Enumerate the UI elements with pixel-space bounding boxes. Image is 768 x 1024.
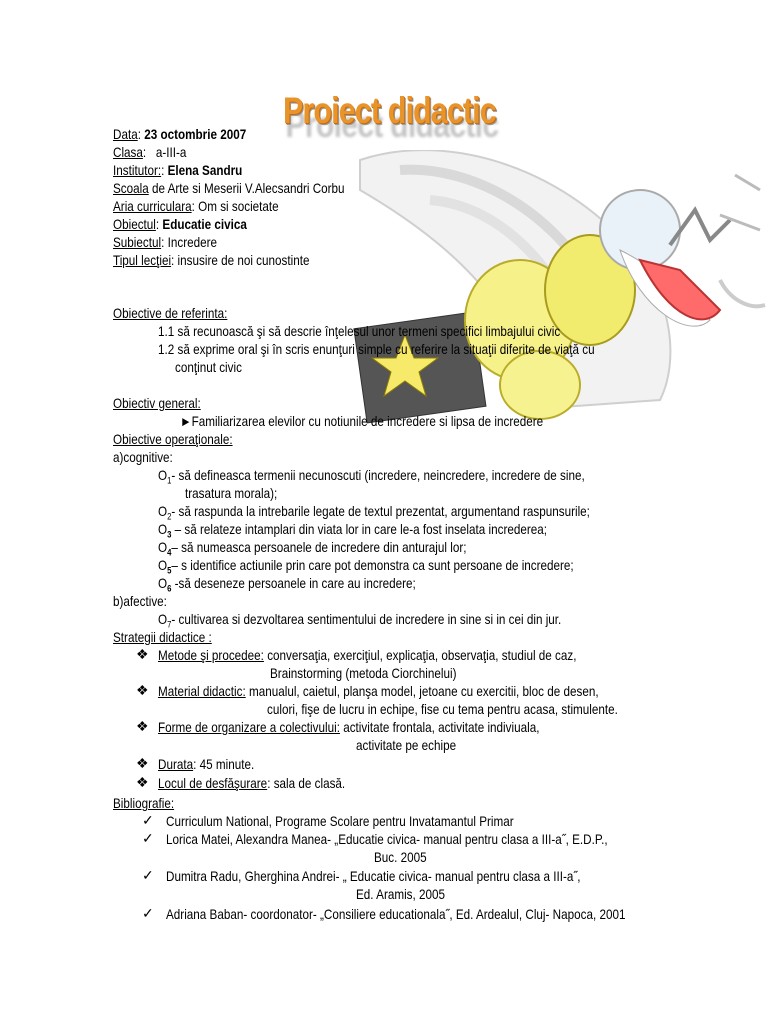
bibliography-item: Curriculum National, Programe Scolare pentru Invatamantul Primar: [166, 814, 514, 829]
affective-heading: b)afective:: [113, 594, 167, 609]
subject-label: Obiectul: [113, 217, 156, 232]
teacher-row: Institutor:: Elena Sandru: [113, 163, 243, 178]
date-value: 23 octombrie 2007: [144, 127, 247, 142]
school-value: de Arte si Meserii V.Alecsandri Corbu: [152, 181, 345, 196]
objective-o2: $O_2-$ să raspunda la intrebarile legate de textul prezentat, argumentand raspunsurile;: [158, 504, 590, 522]
diamond-bullet-icon: ❖: [136, 718, 149, 734]
topic-label: Subiectul: [113, 235, 162, 250]
reference-objectives-heading: Obiective de referinta:: [113, 306, 228, 321]
arrow-bullet-icon: ►: [180, 414, 192, 429]
checkmark-icon: ✓: [142, 905, 154, 921]
reference-objective-1: 1.1 să recunoască şi să descrie înţelesul unor termeni specifici limbajului civic: [158, 324, 561, 339]
checkmark-icon: ✓: [142, 812, 154, 828]
checkmark-icon: ✓: [142, 830, 154, 846]
material-continued: culori, fişe de lucru in echipe, fise cu tema pentru acasa, stimulente.: [267, 702, 618, 717]
diamond-bullet-icon: ❖: [136, 774, 149, 790]
curricular-area-row: Aria curriculara: Om si societate: [113, 199, 279, 214]
class-row: Clasa: a-III-a: [113, 145, 187, 160]
general-objective-heading: Obiectiv general:: [113, 396, 201, 411]
organization-row: Forme de organizare a colectivului: activitate frontala, activitate indiviuala,: [158, 720, 540, 735]
operational-objectives-heading: Obiective operaţionale:: [113, 432, 233, 447]
subject-row: Obiectul: Educatie civica: [113, 217, 247, 232]
bibliography-item: Dumitra Radu, Gherghina Andrei- „ Educatie civica- manual pentru clasa a III-a˝,: [166, 869, 581, 884]
objective-o5: $O_5-$ s identifice actiunile prin care pot demonstra ca sunt persoane de incredere;: [158, 558, 574, 576]
duration-row: Durata: 45 minute.: [158, 757, 255, 772]
topic-value: Incredere: [167, 235, 217, 250]
topic-row: Subiectul: Incredere: [113, 235, 217, 250]
diamond-bullet-icon: ❖: [136, 755, 149, 771]
school-row: [113, 180, 345, 198]
document-title: Proiect didactic: [283, 90, 496, 131]
methods-row: Metode şi procedee: conversaţia, exerciţiul, explicaţia, observaţia, studiul de caz,: [158, 648, 577, 663]
objective-o3: $O_3$ – să relateze intamplari din viata lor in care le-a fost inselata increderea;: [158, 522, 548, 540]
reference-objective-2-continued: conţinut civic: [175, 360, 242, 375]
date-label: Data: [113, 127, 138, 142]
curricular-area-value: Om si societate: [198, 199, 279, 214]
material-row: Material didactic: manualul, caietul, planşa model, jetoane cu exercitii, bloc de desen,: [158, 684, 599, 699]
strategies-heading: Strategii didactice :: [113, 630, 212, 645]
bibliography-item: Adriana Baban- coordonator- „Consiliere educationala˝, Ed. Ardealul, Cluj- Napoca, 2001: [166, 907, 626, 922]
objective-o1: $O_1-$ să defineasca termenii necunoscuti (incredere, neincredere, incredere de sine,: [158, 468, 585, 486]
bibliography-item-continued: Ed. Aramis, 2005: [356, 887, 446, 902]
general-objective-item: ►Familiarizarea elevilor cu notiunile de incredere si lipsa de incredere: [180, 414, 544, 429]
lesson-type-label: Tipul lecţiei: [113, 253, 172, 268]
subject-value: Educatie civica: [162, 217, 247, 232]
checkmark-icon: ✓: [142, 867, 154, 883]
bibliography-item: Lorica Matei, Alexandra Manea- „Educatie civica- manual pentru clasa a III-a˝, E.D.P.,: [166, 832, 608, 847]
teacher-label: Institutor:: [113, 163, 162, 178]
school-label: Scoala: [113, 181, 149, 196]
lesson-type-value: insusire de noi cunostinte: [177, 253, 310, 268]
class-value: a-III-a: [155, 145, 187, 160]
organization-continued: activitate pe echipe: [356, 738, 457, 753]
date-row: Data: 23 octombrie 2007: [113, 127, 247, 142]
methods-continued: Brainstorming (metoda Ciorchinelui): [270, 666, 457, 681]
curricular-area-label: Aria curriculara: [113, 199, 192, 214]
reference-objective-2: 1.2 să exprime oral şi în scris enunţuri simple cu referire la situaţii diferite de viaţă cu: [158, 342, 595, 357]
bibliography-item-continued: Buc. 2005: [374, 850, 427, 865]
teacher-value: Elena Sandru: [167, 163, 243, 178]
lesson-type-row: Tipul lecţiei: insusire de noi cunostinte: [113, 253, 310, 268]
class-label: Clasa: [113, 145, 143, 160]
objective-o1-continued: trasatura morala);: [185, 486, 278, 501]
diamond-bullet-icon: ❖: [136, 682, 149, 698]
location-row: Locul de desfăşurare: sala de clasă.: [158, 776, 346, 791]
cognitive-heading: a)cognitive:: [113, 450, 173, 465]
objective-o4: $O_4-$ să numeasca persoanele de incredere din anturajul lor;: [158, 540, 467, 558]
objective-o6: $O_6$ -să deseneze persoanele in care au incredere;: [158, 576, 416, 594]
objective-o7: $O_7-$ cultivarea si dezvoltarea sentimentului de incredere in sine si in cei din jur.: [158, 612, 562, 630]
diamond-bullet-icon: ❖: [136, 646, 149, 662]
bibliography-heading: Bibliografie:: [113, 796, 175, 811]
